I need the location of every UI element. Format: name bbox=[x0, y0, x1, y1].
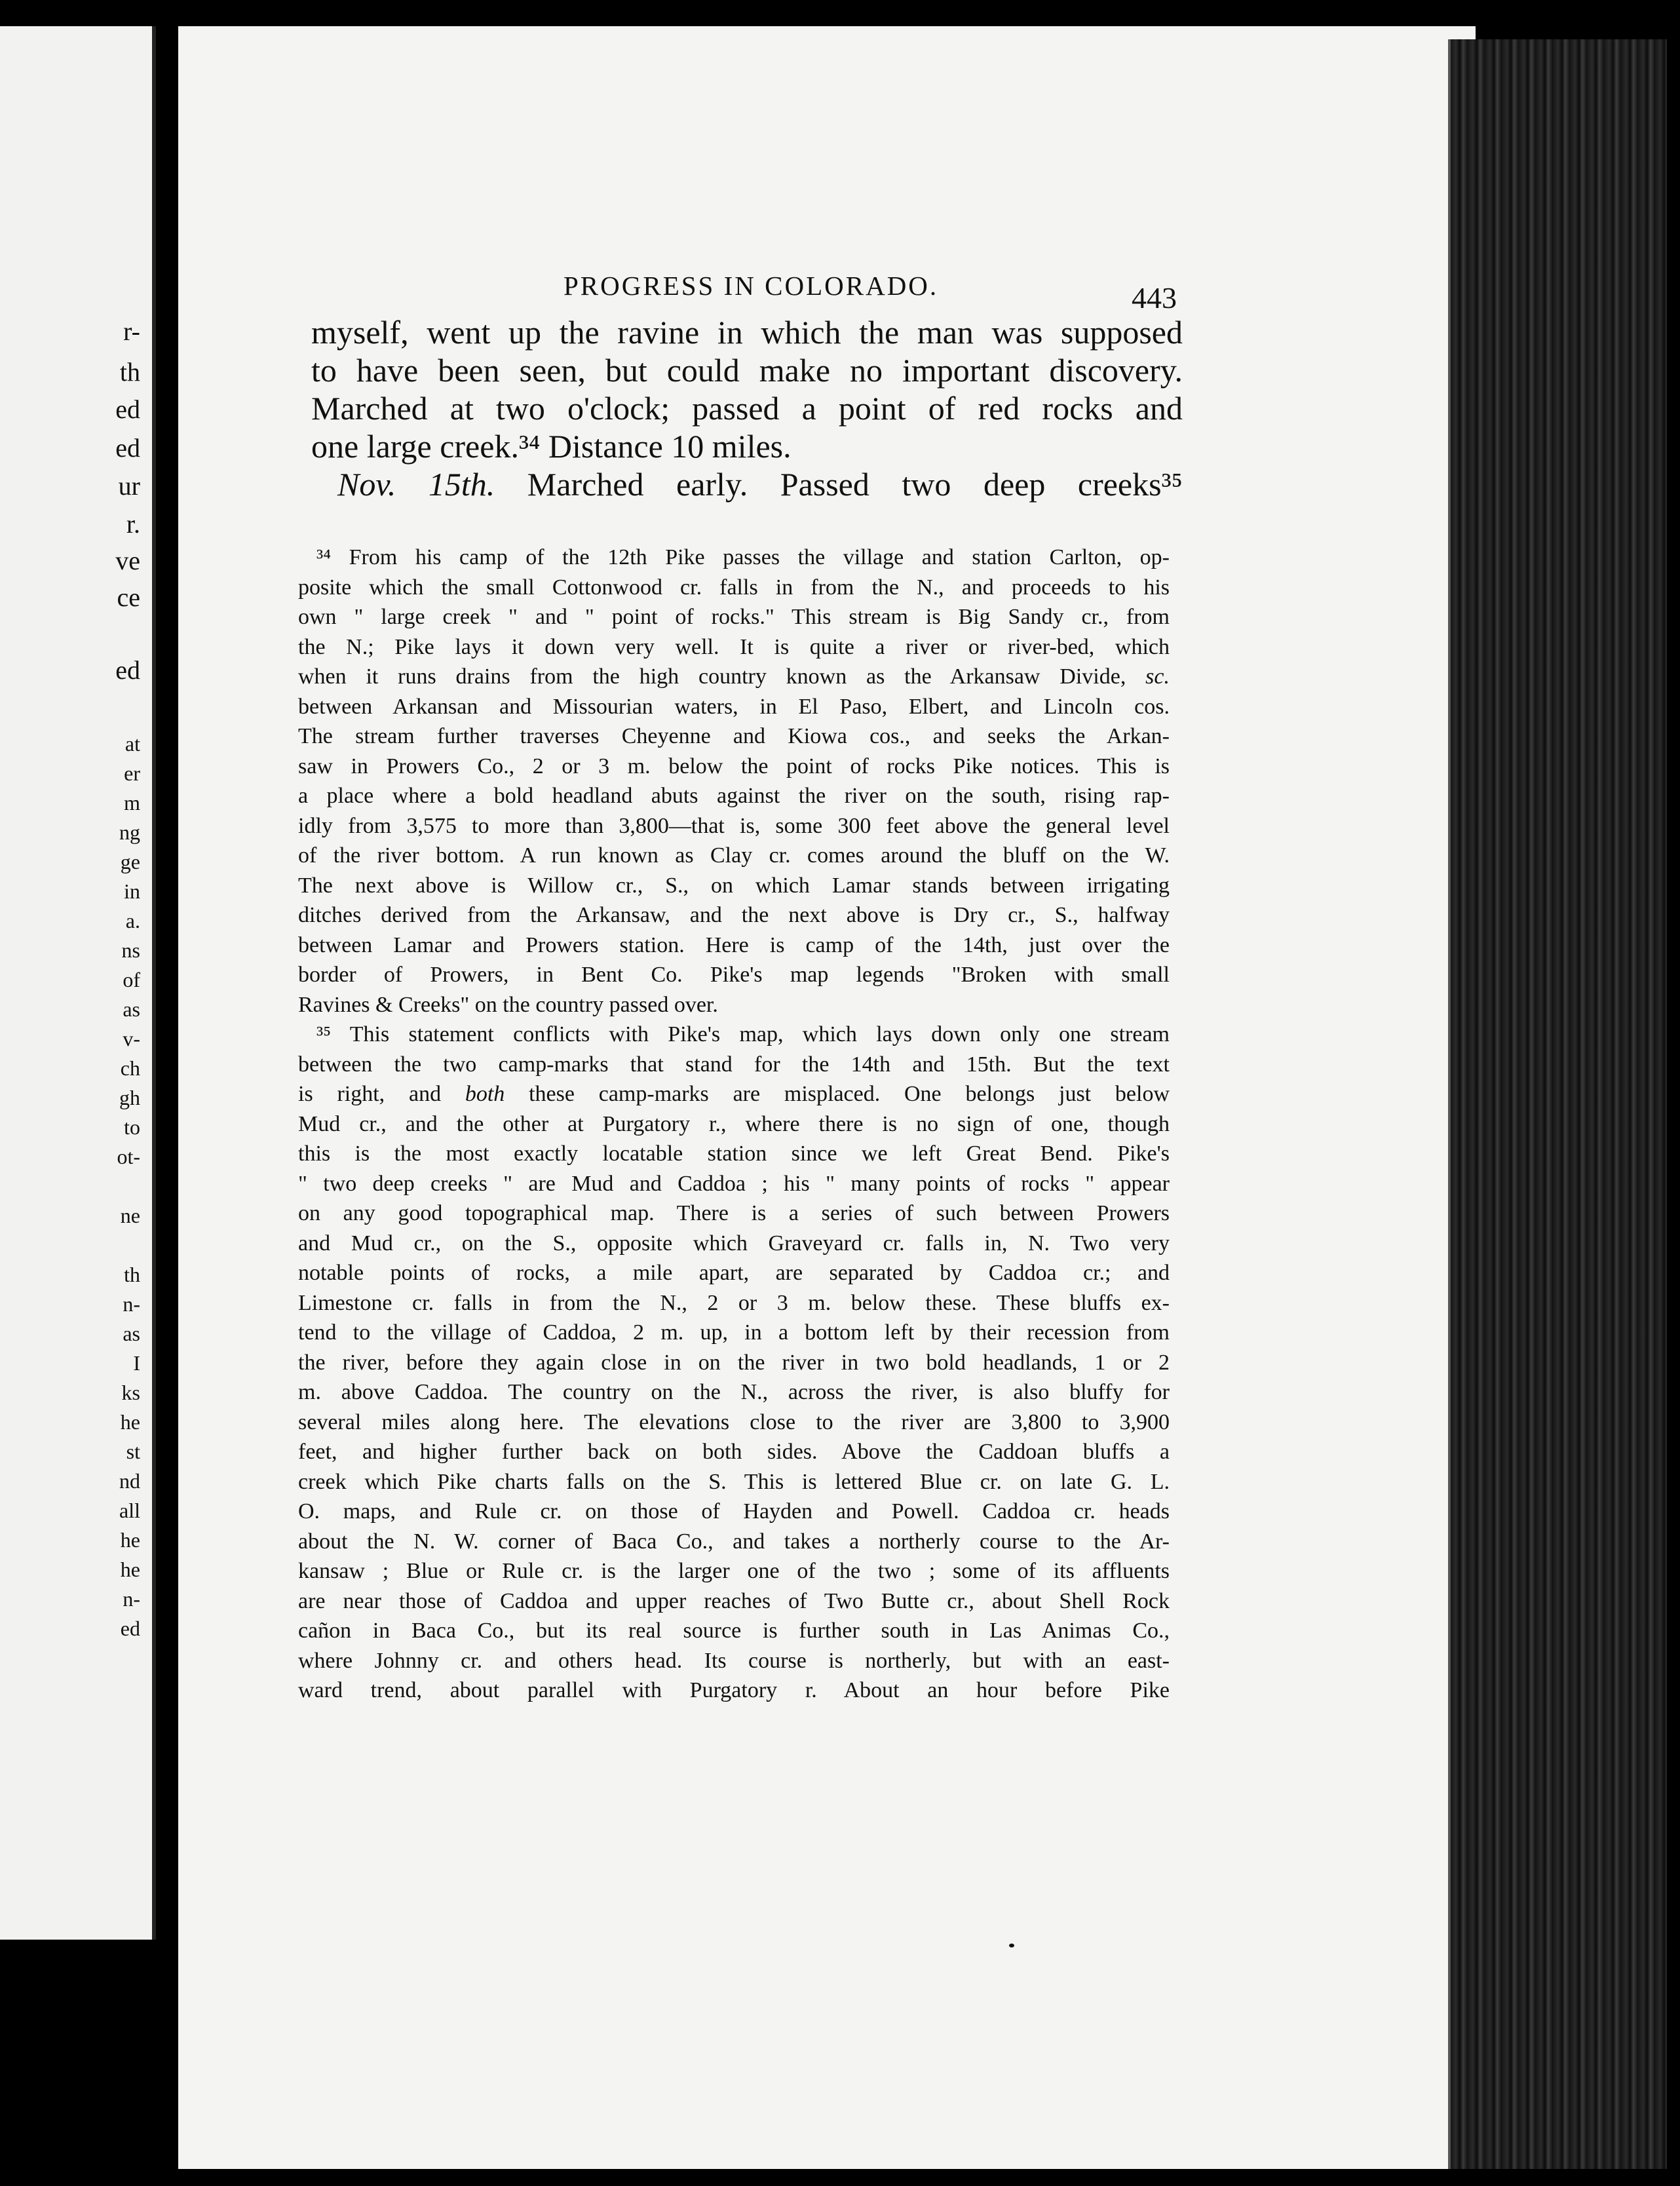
left-page-fragment: at bbox=[124, 732, 140, 756]
left-page-fragment: ch bbox=[120, 1056, 140, 1080]
left-page-fragment: th bbox=[119, 357, 140, 387]
left-page-fragment: as bbox=[123, 997, 140, 1021]
running-title: PROGRESS IN COLORADO. bbox=[563, 271, 939, 301]
footnote-line: on any good topographical map. There is a series of such between Prowers bbox=[298, 1201, 1170, 1225]
left-page-fragment: ed bbox=[115, 655, 140, 685]
footnote-line: are near those of Caddoa and upper reaches of Two Butte cr., about Shell Rock bbox=[298, 1588, 1170, 1613]
left-page-fragment: r- bbox=[123, 316, 140, 346]
left-page-fragment: ed bbox=[115, 394, 140, 424]
footnote-line: saw in Prowers Co., 2 or 3 m. below the point of rocks Pike notices. This is bbox=[298, 754, 1170, 778]
page-number: 443 bbox=[1132, 281, 1177, 315]
print-speck bbox=[1009, 1944, 1014, 1947]
left-page-fragment: r. bbox=[126, 509, 140, 539]
footnote-line: ward trend, about parallel with Purgatory r. About an hour before Pike bbox=[298, 1678, 1170, 1702]
left-page-margin bbox=[0, 26, 156, 1940]
footnote-line: this is the most exactly locatable station since we left Great Bend. Pike's bbox=[298, 1141, 1170, 1166]
text-line: Nov. 15th. Marched early. Passed two deep creeks³⁵ bbox=[337, 466, 1183, 503]
footnote-line: is right, and both these camp-marks are misplaced. One belongs just below bbox=[298, 1082, 1170, 1106]
footnote-line: where Johnny cr. and others head. Its course is northerly, but with an east- bbox=[298, 1648, 1170, 1673]
left-page-fragment: ng bbox=[119, 820, 140, 844]
footnote-line: The stream further traverses Cheyenne and Kiowa cos., and seeks the Arkan- bbox=[298, 724, 1170, 748]
left-page-fragment: ne bbox=[120, 1204, 140, 1227]
footnote-line: between Lamar and Prowers station. Here is camp of the 14th, just over the bbox=[298, 932, 1170, 957]
footnote-34 bbox=[298, 543, 1170, 1020]
left-page-fragment: ur bbox=[118, 471, 140, 501]
text-line: one large creek.³⁴ Distance 10 miles. bbox=[311, 428, 792, 465]
footnote-line: Mud cr., and the other at Purgatory r., where there is no sign of one, though bbox=[298, 1111, 1170, 1136]
left-page-fragment: ve bbox=[115, 546, 140, 575]
footnote-line: border of Prowers, in Bent Co. Pike's map legends "Broken with small bbox=[298, 963, 1170, 987]
footnote-line: " two deep creeks " are Mud and Caddoa ; his " many points of rocks " appear bbox=[298, 1171, 1170, 1196]
left-page-fragment: he bbox=[120, 1528, 140, 1552]
page-stack-edge bbox=[1448, 39, 1667, 2169]
footnote-line: ditches derived from the Arkansaw, and the next above is Dry cr., S., halfway bbox=[298, 903, 1170, 927]
left-page-fragment: gh bbox=[119, 1086, 140, 1109]
left-page-fragment: ed bbox=[115, 433, 140, 463]
left-page-fragment: ot- bbox=[117, 1145, 140, 1168]
left-page-fragment: he bbox=[120, 1410, 140, 1434]
main-text bbox=[311, 313, 1183, 503]
footnote-line: idly from 3,575 to more than 3,800—that is, some 300 feet above the general level bbox=[298, 813, 1170, 838]
footnote-line: O. maps, and Rule cr. on those of Hayden and Powell. Caddoa cr. heads bbox=[298, 1499, 1170, 1524]
footnote-line: ³⁵ This statement conflicts with Pike's map, which lays down only one stream bbox=[316, 1022, 1170, 1046]
left-page-fragment: n- bbox=[123, 1587, 140, 1611]
left-page-fragment: n- bbox=[123, 1292, 140, 1316]
text-line: Marched at two o'clock; passed a point of red rocks and bbox=[311, 390, 1183, 427]
footnote-line: feet, and higher further back on both sides. Above the Caddoan bluffs a bbox=[298, 1440, 1170, 1464]
footnote-line: own " large creek " and " point of rocks." This stream is Big Sandy cr., from bbox=[298, 605, 1170, 629]
footnote-line: of the river bottom. A run known as Clay cr. comes around the bluff on the W. bbox=[298, 843, 1170, 868]
footnote-line: Ravines & Creeks" on the country passed over. bbox=[298, 992, 718, 1017]
footnote-line: cañon in Baca Co., but its real source is further south in Las Animas Co., bbox=[298, 1619, 1170, 1643]
left-page-fragment: he bbox=[120, 1558, 140, 1581]
footnotes bbox=[298, 543, 1170, 1706]
left-page-fragment: er bbox=[124, 761, 140, 785]
left-page-fragment: v- bbox=[123, 1027, 140, 1050]
footnote-line: between Arkansan and Missourian waters, in El Paso, Elbert, and Lincoln cos. bbox=[298, 694, 1170, 719]
footnote-line: and Mud cr., on the S., opposite which Graveyard cr. falls in, N. Two very bbox=[298, 1231, 1170, 1256]
left-page-fragment: in bbox=[124, 879, 140, 903]
left-page-fragment: ed bbox=[120, 1617, 140, 1640]
footnote-line: kansaw ; Blue or Rule cr. is the larger one of the two ; some of its affluents bbox=[298, 1559, 1170, 1583]
footnote-line: tend to the village of Caddoa, 2 m. up, in a bottom left by their recession from bbox=[298, 1320, 1170, 1345]
text-line: to have been seen, but could make no important discovery. bbox=[311, 352, 1183, 389]
footnote-line: between the two camp-marks that stand for the 14th and 15th. But the text bbox=[298, 1052, 1170, 1077]
footnote-line: a place where a bold headland abuts against the river on the south, rising rap- bbox=[298, 784, 1170, 808]
footnote-line: posite which the small Cottonwood cr. falls in from the N., and proceeds to his bbox=[298, 575, 1170, 600]
footnote-line: creek which Pike charts falls on the S. This is lettered Blue cr. on late G. L. bbox=[298, 1469, 1170, 1494]
footnote-line: about the N. W. corner of Baca Co., and takes a northerly course to the Ar- bbox=[298, 1529, 1170, 1554]
left-page-fragment: as bbox=[123, 1322, 140, 1345]
text-line: myself, went up the ravine in which the man was supposed bbox=[311, 314, 1183, 351]
left-page-fragment: nd bbox=[119, 1469, 140, 1493]
left-page-fragment: ce bbox=[117, 583, 140, 612]
footnote-line: The next above is Willow cr., S., on which Lamar stands between irrigating bbox=[298, 873, 1170, 898]
footnote-line: several miles along here. The elevations close to the river are 3,800 to 3,900 bbox=[298, 1409, 1170, 1434]
left-page-fragment: st bbox=[126, 1440, 140, 1463]
footnote-35 bbox=[298, 1020, 1170, 1706]
footnote-line: the N.; Pike lays it down very well. It is quite a river or river-bed, which bbox=[298, 634, 1170, 659]
left-page-fragment: a. bbox=[125, 909, 140, 932]
left-page-fragment: ns bbox=[121, 938, 140, 962]
left-page-fragment: ge bbox=[120, 850, 140, 873]
left-page-fragment: ks bbox=[121, 1381, 140, 1404]
left-page-fragment: th bbox=[124, 1263, 140, 1286]
footnote-line: the river, before they again close in on the river in two bold headlands, 1 or 2 bbox=[298, 1350, 1170, 1375]
left-page-fragment: to bbox=[124, 1115, 140, 1139]
left-page-fragment: m bbox=[124, 791, 140, 815]
left-page-fragment: of bbox=[123, 968, 140, 991]
left-page-fragment: I bbox=[133, 1351, 140, 1375]
footnote-line: Limestone cr. falls in from the N., 2 or 3 m. below these. These bluffs ex- bbox=[298, 1290, 1170, 1315]
footnote-line: when it runs drains from the high country known as the Arkansaw Divide, sc. bbox=[298, 664, 1170, 689]
footnote-line: ³⁴ From his camp of the 12th Pike passes the village and station Carlton, op- bbox=[316, 545, 1170, 569]
left-page-fragment: all bbox=[119, 1499, 140, 1522]
footnote-line: notable points of rocks, a mile apart, are separated by Caddoa cr.; and bbox=[298, 1261, 1170, 1285]
footnote-line: m. above Caddoa. The country on the N., across the river, is also bluffy for bbox=[298, 1380, 1170, 1404]
